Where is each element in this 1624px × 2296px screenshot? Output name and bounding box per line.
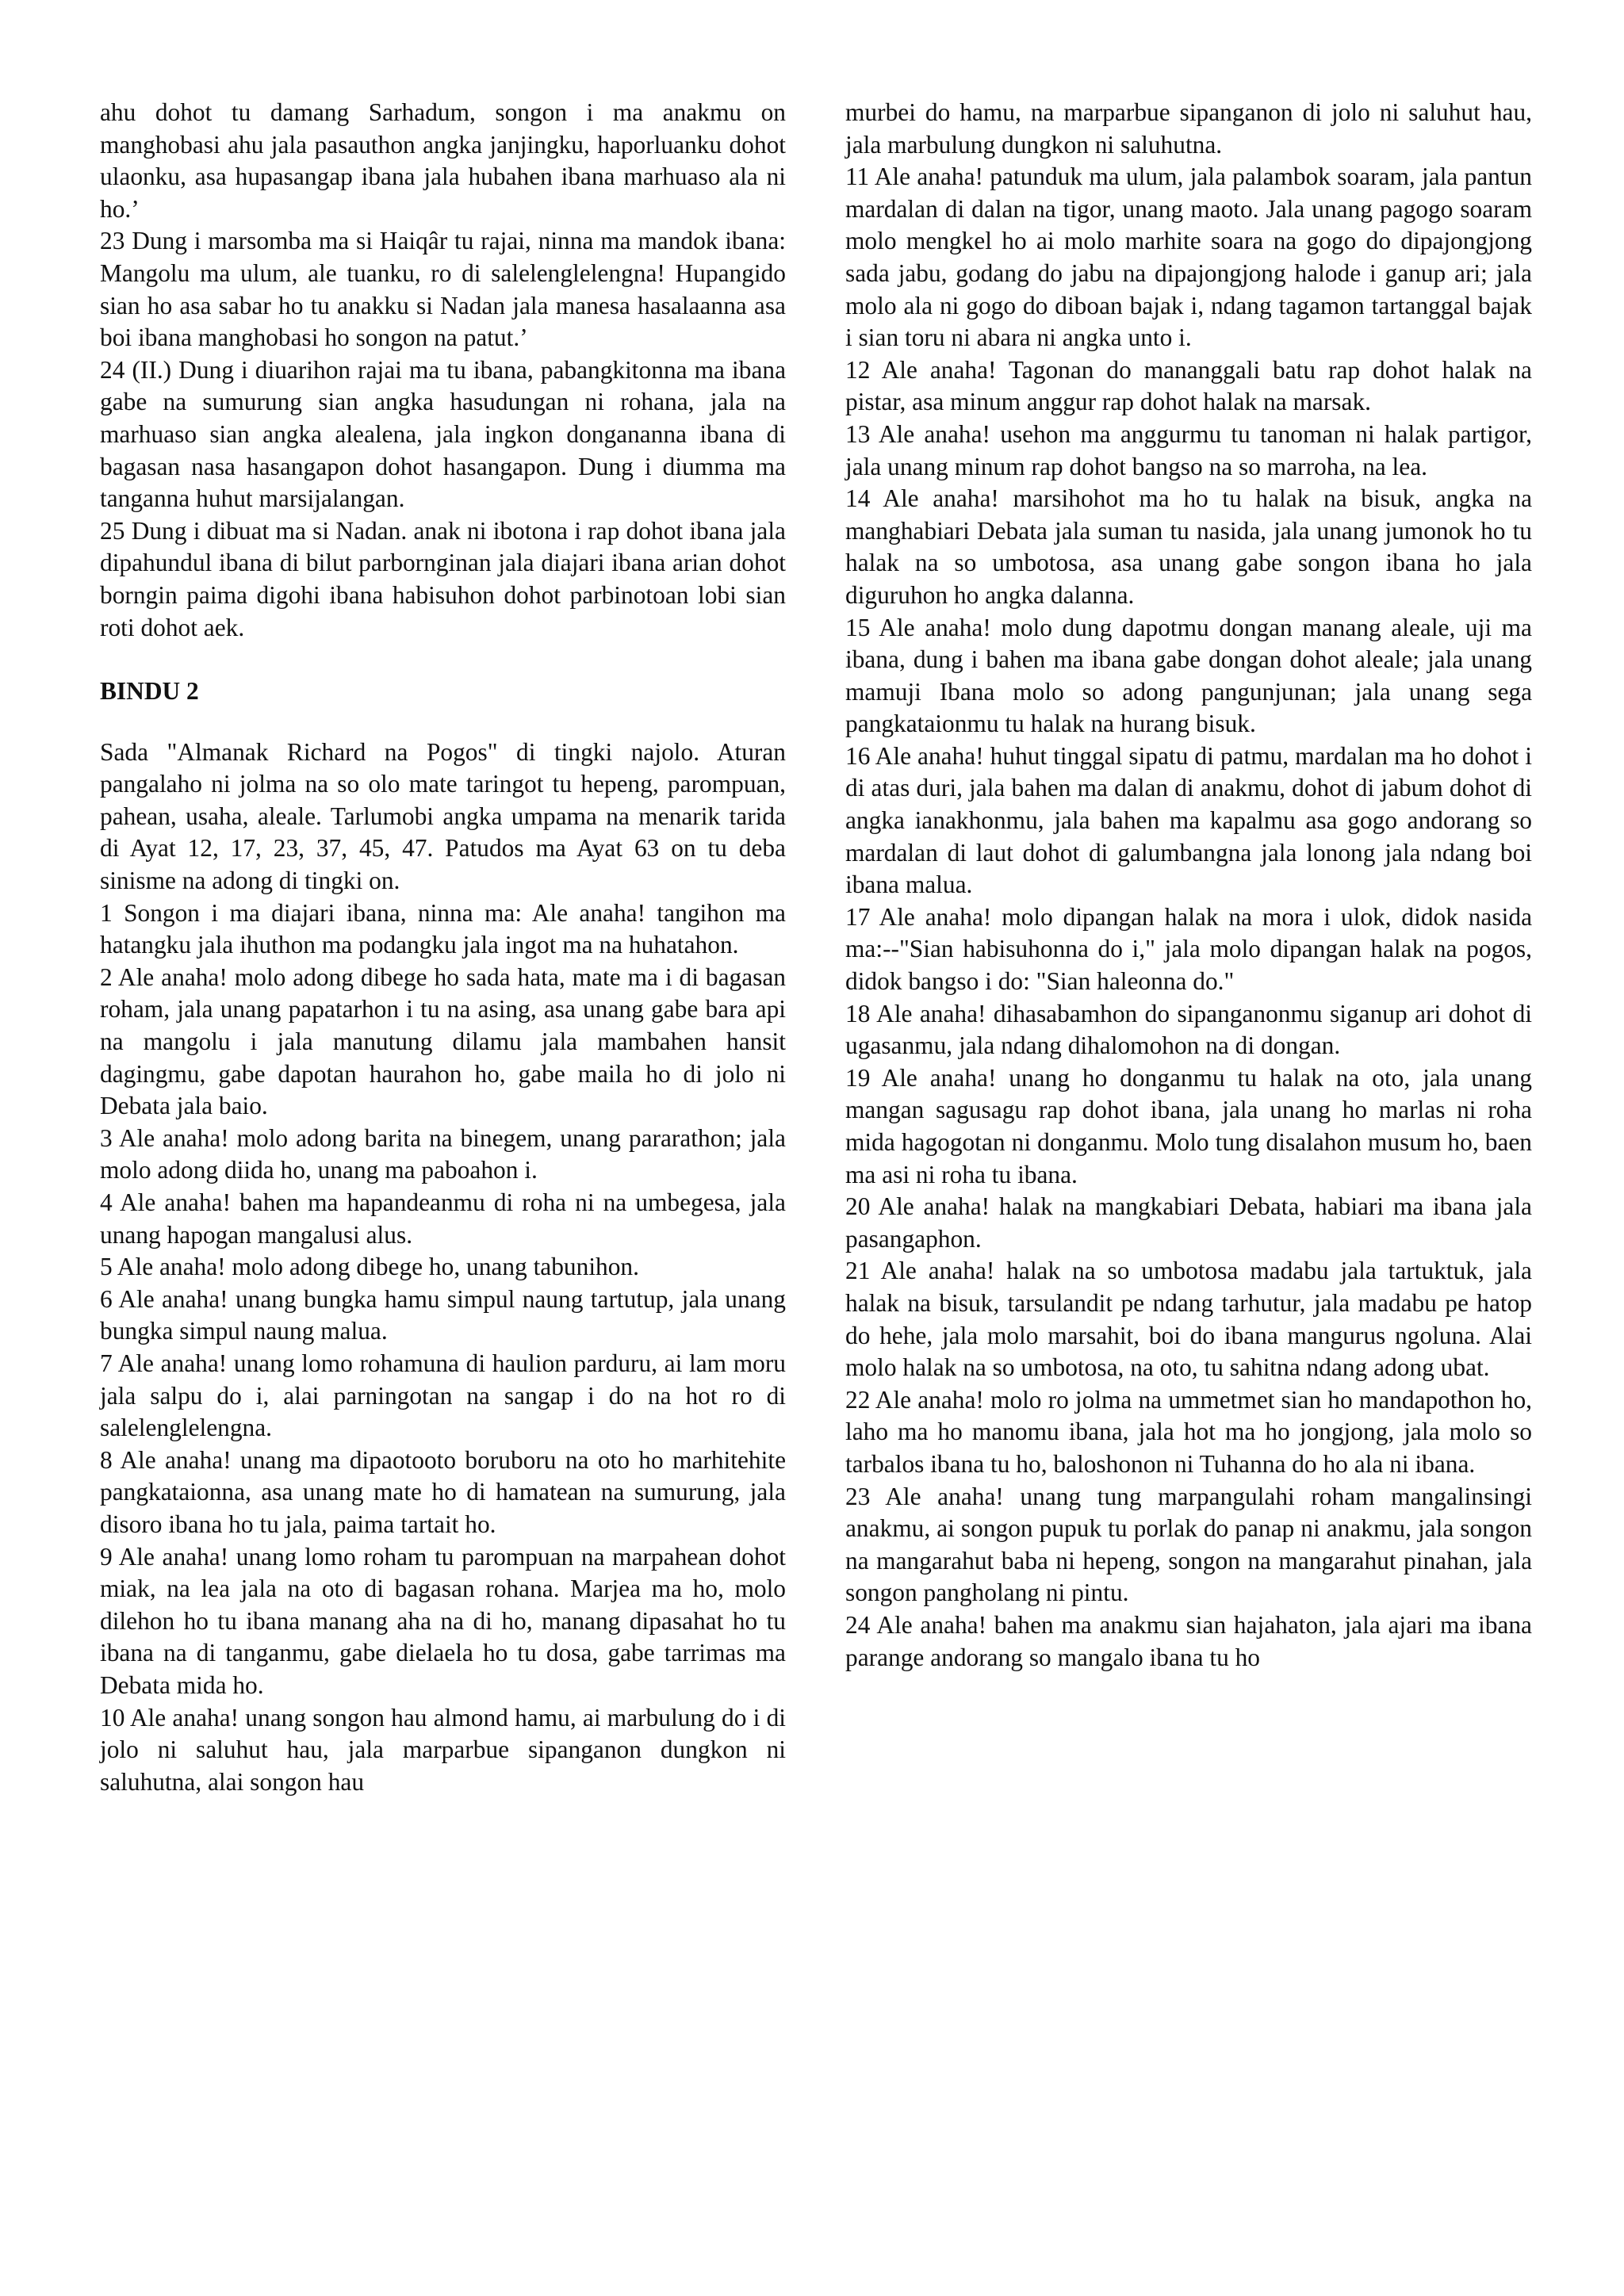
chapter-intro: Sada "Almanak Richard na Pogos" di tingki najolo. Aturan pangalaho ni jolma na so olo mate taringot tu hepeng, parompuan, pahean, usaha, aleale. Tarlumobi angka umpama na menarik tarida di Ayat 12, 17, 23, 37, 45, 47. Patudos ma Ayat 63 on tu deba sinisme na adong di tingki on. [100,737,786,895]
verse-2: 2 Ale anaha! molo adong dibege ho sada hata, mate ma i di bagasan roham, jala unang papatarhon i tu na asing, asa unang gabe bara api na mangolu i jala manutung dilamu jala mambahen hansit dagingmu, gabe dapotan haurahon ho, gabe maila ho di jolo ni Debata jala baio. [100,962,786,1120]
paragraph-verse-23: 23 Dung i marsomba ma si Haiqâr tu rajai, ninna ma mandok ibana: Mangolu ma ulum, ale tuanku, ro di salelenglelengna! Hupangido sian ho asa sabar ho tu anakku si Nadan jala manesa hasalaanna asa boi ibana manghobasi ho songon na patut.’ [100,227,786,352]
verse-18: 18 Ale anaha! dihasabamhon do sipanganonmu siganup ari dohot di ugasanmu, jala ndang dihalomohon na di dongan. [845,999,1532,1060]
spacer [100,644,786,675]
verse-7: 7 Ale anaha! unang lomo rohamuna di haulion parduru, ai lam moru jala salpu do i, alai parningotan na sangap i do na hot ro di salelenglelengna. [100,1349,786,1442]
paragraph-verse-25: 25 Dung i dibuat ma si Nadan. anak ni ibotona i rap dohot ibana jala dipahundul ibana di bilut parbornginan jala diajari ibana arian dohot borngin paima digohi ibana habisuhon dohot parbinotoan lobi sian roti dohot aek. [100,516,786,641]
verse-9: 9 Ale anaha! unang lomo roham tu parompuan na marpahean dohot miak, na lea jala na oto di bagasan rohana. Marjea ma ho, molo dilehon ho tu ibana manang aha na di ho, manang dipasahat ho tu ibana na di tanganmu, gabe dielaela ho tu dosa, gabe tarrimas ma Debata mida ho. [100,1542,786,1699]
verse-21: 21 Ale anaha! halak na so umbotosa madabu jala tartuktuk, jala halak na bisuk, tarsulandit pe ndang tarhutur, jala madabu pe hatop do hehe, jala molo marsahit, boi do ibana mangurus ngoluna. Alai molo halak na so umbotosa, na oto, tu sahitna ndang adong ubat. [845,1257,1532,1382]
verse-5: 5 Ale anaha! molo adong dibege ho, unang tabunihon. [100,1253,639,1281]
verse-10-continuation: murbei do hamu, na marparbue sipanganon di jolo ni saluhut hau, jala marbulung dungkon ni saluhutna. [845,98,1532,159]
left-column [100,97,786,1798]
verse-24: 24 Ale anaha! bahen ma anakmu sian hajahaton, jala ajari ma ibana parange andorang so mangalo ibana tu ho [845,1610,1532,1671]
verse-1: 1 Songon i ma diajari ibana, ninna ma: Ale anaha! tangihon ma hatangku jala ihuthon ma podangku jala ingot ma na huhatahon. [100,898,786,959]
verse-20: 20 Ale anaha! halak na mangkabiari Debata, habiari ma ibana jala pasangaphon. [845,1192,1532,1253]
paragraph-continuation: ahu dohot tu damang Sarhadum, songon i ma anakmu on manghobasi ahu jala pasauthon angka janjingku, haporluanku dohot ulaonku, asa hupasangap ibana jala hubahen ibana marhuaso ala ni ho.’ [100,98,786,223]
chapter-heading: BINDU 2 [100,677,199,706]
verse-14: 14 Ale anaha! marsihohot ma ho tu halak na bisuk, angka na manghabiari Debata jala suman tu nasida, jala unang jumonok ho tu halak na so umbotosa, asa unang gabe songon ibana ho jala diguruhon ho angka dalanna. [845,484,1532,609]
verse-6: 6 Ale anaha! unang bungka hamu simpul naung tartutup, jala unang bungka simpul naung malua. [100,1284,786,1345]
verse-3: 3 Ale anaha! molo adong barita na binegem, unang pararathon; jala molo adong diida ho, unang ma paboahon i. [100,1123,786,1184]
verse-12: 12 Ale anaha! Tagonan do mananggali batu rap dohot halak na pistar, asa minum anggur rap dohot halak na marsak. [845,355,1532,416]
verse-19: 19 Ale anaha! unang ho donganmu tu halak na oto, jala unang mangan sagusagu rap dohot ibana, jala unang ho marlas ni roha mida hagogotan ni donganmu. Molo tung disalahon musum ho, baen ma asi ni roha tu ibana. [845,1063,1532,1188]
right-column [845,97,1532,1674]
verse-22: 22 Ale anaha! molo ro jolma na ummetmet sian ho mandapothon ho, laho ma ho manomu ibana, jala hot ma ho jongjong, jala molo so tarbalos ibana tu ho, baloshonon ni Tuhanna do ho ala ni ibana. [845,1385,1532,1478]
verse-4: 4 Ale anaha! bahen ma hapandeanmu di roha ni na umbegesa, jala unang hapogan mangalusi alus. [100,1188,786,1249]
verse-13: 13 Ale anaha! usehon ma anggurmu tu tanoman ni halak partigor, jala unang minum rap dohot bangso na so marroha, na lea. [845,419,1532,480]
verse-17: 17 Ale anaha! molo dipangan halak na mora i ulok, didok nasida ma:--"Sian habisuhonna do i," jala molo dipangan halak na pogos, didok bangso i do: "Sian haleonna do." [845,902,1532,996]
spacer [100,708,786,737]
verse-23: 23 Ale anaha! unang tung marpangulahi roham mangalinsingi anakmu, ai songon pupuk tu porlak do panap ni anakmu, jala songon na mangarahut baba ni hepeng, songon na mangarahut pinahan, jala songon pangholang ni pintu. [845,1482,1532,1607]
verse-15: 15 Ale anaha! molo dung dapotmu dongan manang aleale, uji ma ibana, dung i bahen ma ibana gabe dongan dohot aleale; jala unang mamuji Ibana molo so adong pangunjunan; jala unang sega pangkataionmu tu halak na hurang bisuk. [845,613,1532,738]
verse-8: 8 Ale anaha! unang ma dipaotooto boruboru na oto ho marhitehite pangkataionna, asa unang mate ho di hamatean na sumurung, jala disoro ibana ho tu jala, paima tartait ho. [100,1445,786,1538]
verse-16: 16 Ale anaha! huhut tinggal sipatu di patmu, mardalan ma ho dohot i di atas duri, jala bahen ma dalan di anakmu, dohot di jabum dohot di angka ianakhonmu, jala bahen ma kapalmu asa gogo andorang so mardalan di laut dohot di galumbangna jala lonong jala ndang boi ibana malua. [845,741,1532,899]
paragraph-verse-24: 24 (II.) Dung i diuarihon rajai ma tu ibana, pabangkitonna ma ibana gabe na sumurung sian angka hasudungan ni rohana, jala na marhuaso sian angka alealena, jala ingkon dongananna ibana di bagasan nasa hasangapon dohot hasangapon. Dung i diumma ma tanganna huhut marsijalangan. [100,355,786,513]
verse-10: 10 Ale anaha! unang songon hau almond hamu, ai marbulung do i di jolo ni saluhut hau, jala marparbue sipanganon dungkon ni saluhutna, alai songon hau [100,1703,786,1796]
verse-11: 11 Ale anaha! patunduk ma ulum, jala palambok soaram, jala pantun mardalan di dalan na tigor, unang maoto. Jala unang pagogo soaram molo mengkel ho ai molo marhite soara na gogo do dipajongjong sada jabu, godang do jabu na dipajongjong halode i ganup ari; jala molo ala ni gogo do diboan bajak i, ndang tagamon tartanggal bajak i sian toru ni abara ni angka unto i. [845,163,1532,352]
